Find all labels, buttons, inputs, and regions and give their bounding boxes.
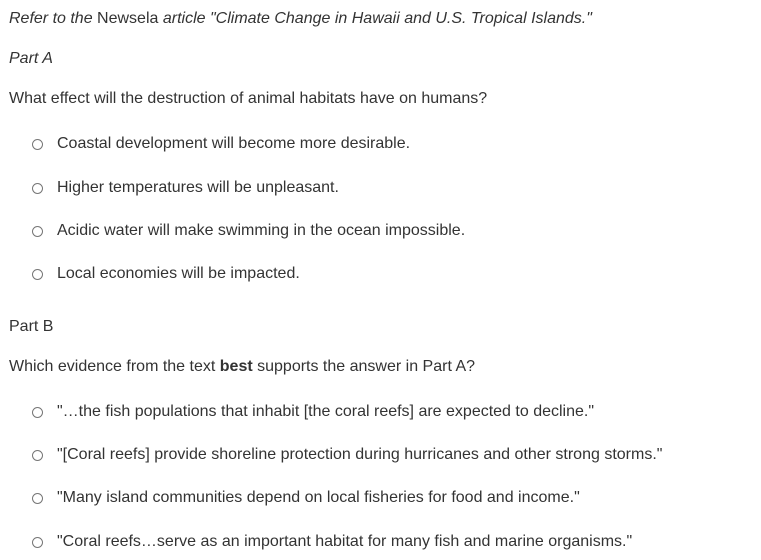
radio-button[interactable] [32,493,43,504]
radio-button[interactable] [32,183,43,194]
option-label: Acidic water will make swimming in the ocean impossible. [57,222,466,239]
part-a-option-2[interactable] [30,178,339,198]
part-a-heading: Part A [9,50,53,67]
radio-button[interactable] [32,139,43,150]
radio-button[interactable] [32,407,43,418]
option-label: Higher temperatures will be unpleasant. [57,179,339,196]
question-emphasis: best [219,358,253,375]
part-b-option-2[interactable] [30,445,662,465]
article-title: "Climate Change in Hawaii and U.S. Tropical Islands." [209,10,592,27]
part-a-option-4[interactable] [30,264,300,284]
option-label: "Many island communities depend on local fisheries for food and income." [57,489,580,506]
radio-button[interactable] [32,450,43,461]
source-name: Newsela [97,10,159,27]
part-b-heading: Part B [9,318,54,335]
instruction-middle: article [158,10,210,27]
part-b-option-3[interactable] [30,488,580,508]
question-text-after: supports the answer in Part A? [252,358,476,375]
part-a-question: What effect will the destruction of animal habitats have on humans? [9,90,488,107]
instruction-prefix: Refer to the [9,10,98,27]
option-label: Coastal development will become more desirable. [57,135,411,152]
option-label: "Coral reefs…serve as an important habitat for many fish and marine organisms." [57,533,633,550]
question-text-before: Which evidence from the text [9,358,220,375]
part-b-option-1[interactable] [30,402,594,422]
part-a-option-1[interactable] [30,134,410,154]
part-a-option-3[interactable] [30,221,465,241]
option-label: "…the fish populations that inhabit [the coral reefs] are expected to decline." [57,403,595,420]
option-label: "[Coral reefs] provide shoreline protection during hurricanes and other strong storms." [57,446,663,463]
part-b-option-4[interactable] [30,532,632,552]
radio-button[interactable] [32,226,43,237]
part-b-question [9,357,475,377]
radio-button[interactable] [32,537,43,548]
radio-button[interactable] [32,269,43,280]
article-instruction [9,9,592,29]
option-label: Local economies will be impacted. [57,265,300,282]
